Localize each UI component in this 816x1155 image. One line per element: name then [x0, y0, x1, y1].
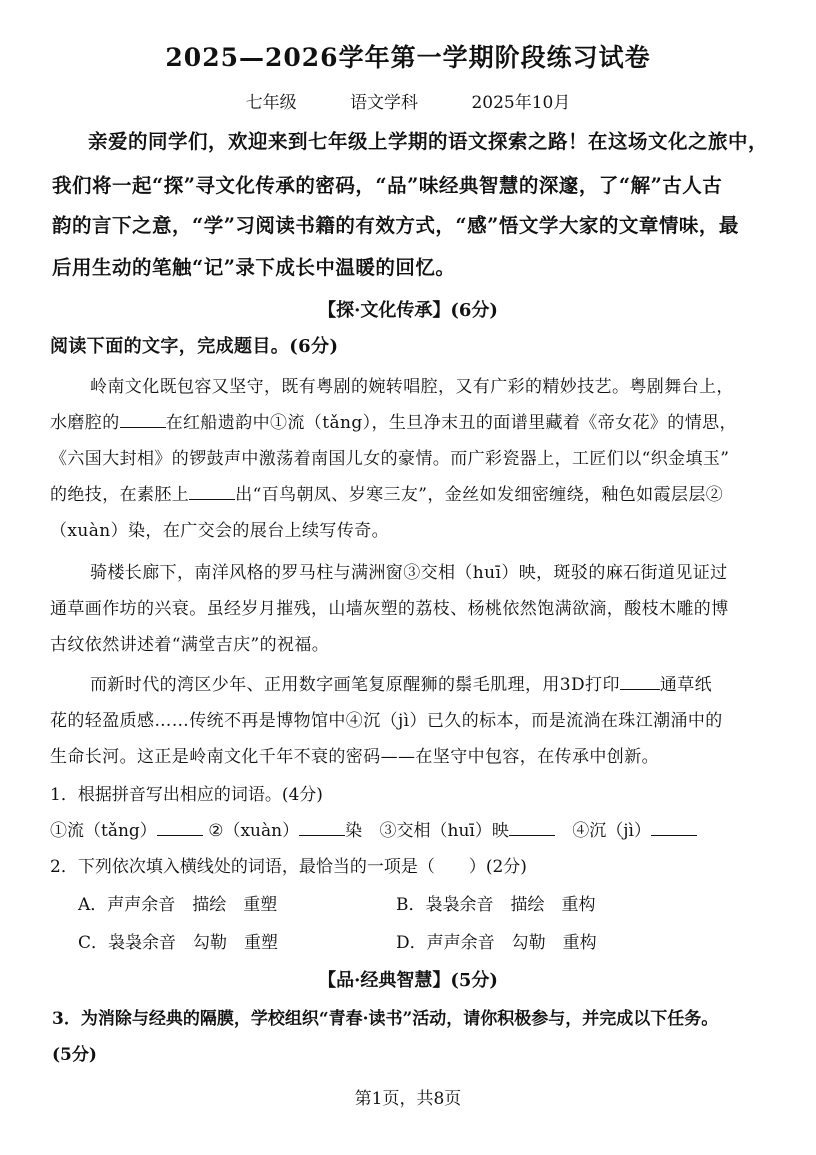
passage-line: 花的轻盈质感……传统不再是博物馆中④沉（jì）已久的标本，而是流淌在珠江潮涌中的 [50, 711, 723, 731]
passage-line [50, 408, 737, 433]
fill-blank[interactable] [120, 411, 166, 428]
question-1-answers [50, 816, 697, 841]
passage-line [90, 670, 712, 695]
option-d[interactable]: D．声声余音 勾勒 重构 [396, 933, 597, 953]
exam-title: 2025—2026学年第一学期阶段练习试卷 [165, 43, 651, 72]
section-heading-culture: 【探·文化传承】(6分) [318, 300, 498, 321]
passage-line: 通草画作坊的兴衰。虽经岁月摧残，山墙灰塑的荔枝、杨桃依然饱满欲滴，酸枝木雕的博 [50, 599, 729, 619]
subject-label: 语文学科 [350, 93, 419, 113]
passage-line [50, 480, 723, 505]
answer-blank[interactable] [509, 819, 555, 836]
pinyin-item: ②（xuàn） [208, 821, 300, 841]
option-a[interactable]: A．声声余音 描绘 重塑 [78, 895, 278, 915]
question-3-stem: 3．为消除与经典的隔膜，学校组织“青春·读书”活动，请你积极参与，并完成以下任务。 [52, 1009, 719, 1029]
passage-line: 《六国大封相》的锣鼓声中激荡着南国儿女的豪情。而广彩瓷器上，工匠们以“织金填玉” [50, 449, 730, 469]
reading-instruction: 阅读下面的文字，完成题目。(6分) [50, 336, 339, 357]
intro-line-3: 韵的言下之意，“学”习阅读书籍的有效方式，“感”悟文学大家的文章情味，最 [52, 214, 739, 237]
question-3-score: (5分) [52, 1045, 97, 1065]
passage-text: 在红船遗韵中①流（tǎng），生旦净末丑的面谱里藏着《帝女花》的情思， [165, 413, 737, 433]
intro-line-2: 我们将一起“探”寻文化传承的密码，“品”味经典智慧的深邃，了“解”古人古 [52, 174, 723, 197]
answer-blank[interactable] [299, 819, 345, 836]
grade-label: 七年级 [245, 93, 297, 113]
fill-blank[interactable] [620, 673, 660, 690]
passage-line: 生命长河。这正是岭南文化千年不衰的密码——在坚守中包容，在传承中创新。 [50, 747, 659, 767]
pinyin-item: ④沉（jì） [572, 821, 651, 841]
passage-text: 通草纸 [659, 675, 713, 695]
passage-line: 岭南文化既包容又坚守，既有粤剧的婉转唱腔，又有广彩的精妙技艺。粤剧舞台上， [90, 377, 734, 397]
passage-text: 的绝技，在素胚上 [50, 485, 190, 505]
question-2-stem: 2．下列依次填入横线处的词语，最恰当的一项是（ ）(2分) [50, 857, 527, 877]
intro-line-1: 亲爱的同学们，欢迎来到七年级上学期的语文探索之路！在这场文化之旅中， [88, 130, 769, 153]
passage-text: 而新时代的湾区少年、正用数字画笔复原醒狮的鬃毛肌理，用3D打印 [90, 675, 620, 695]
section-heading-classics: 【品·经典智慧】(5分) [318, 970, 498, 991]
question-1-stem: 1．根据拼音写出相应的词语。(4分) [50, 785, 323, 805]
page-number: 第1页，共8页 [354, 1089, 462, 1109]
passage-text: 出“百鸟朝凤、岁寒三友”，金丝如发细密缠绕，釉色如霞层层② [235, 485, 724, 505]
fill-blank[interactable] [189, 483, 235, 500]
option-b[interactable]: B．袅袅余音 描绘 重构 [396, 895, 596, 915]
answer-blank[interactable] [651, 819, 697, 836]
passage-line: 骑楼长廊下，南洋风格的罗马柱与满洲窗③交相（huī）映，斑驳的麻石街道见证过 [90, 563, 728, 583]
answer-blank[interactable] [157, 819, 203, 836]
pinyin-item: ③交相（huī）映 [379, 821, 509, 841]
exam-subtitle [0, 88, 816, 113]
passage-line: （xuàn）染，在广交会的展台上续写传奇。 [50, 521, 390, 541]
exam-date: 2025年10月 [471, 93, 571, 113]
passage-text: 水磨腔的 [50, 413, 120, 433]
pinyin-item: ①流（tǎng） [50, 821, 157, 841]
option-c[interactable]: C．袅袅余音 勾勒 重塑 [78, 933, 279, 953]
pinyin-item: 染 [345, 821, 363, 841]
intro-line-4: 后用生动的笔触“记”录下成长中温暖的回忆。 [52, 256, 456, 279]
passage-line: 古纹依然讲述着“满堂吉庆”的祝福。 [50, 635, 330, 655]
